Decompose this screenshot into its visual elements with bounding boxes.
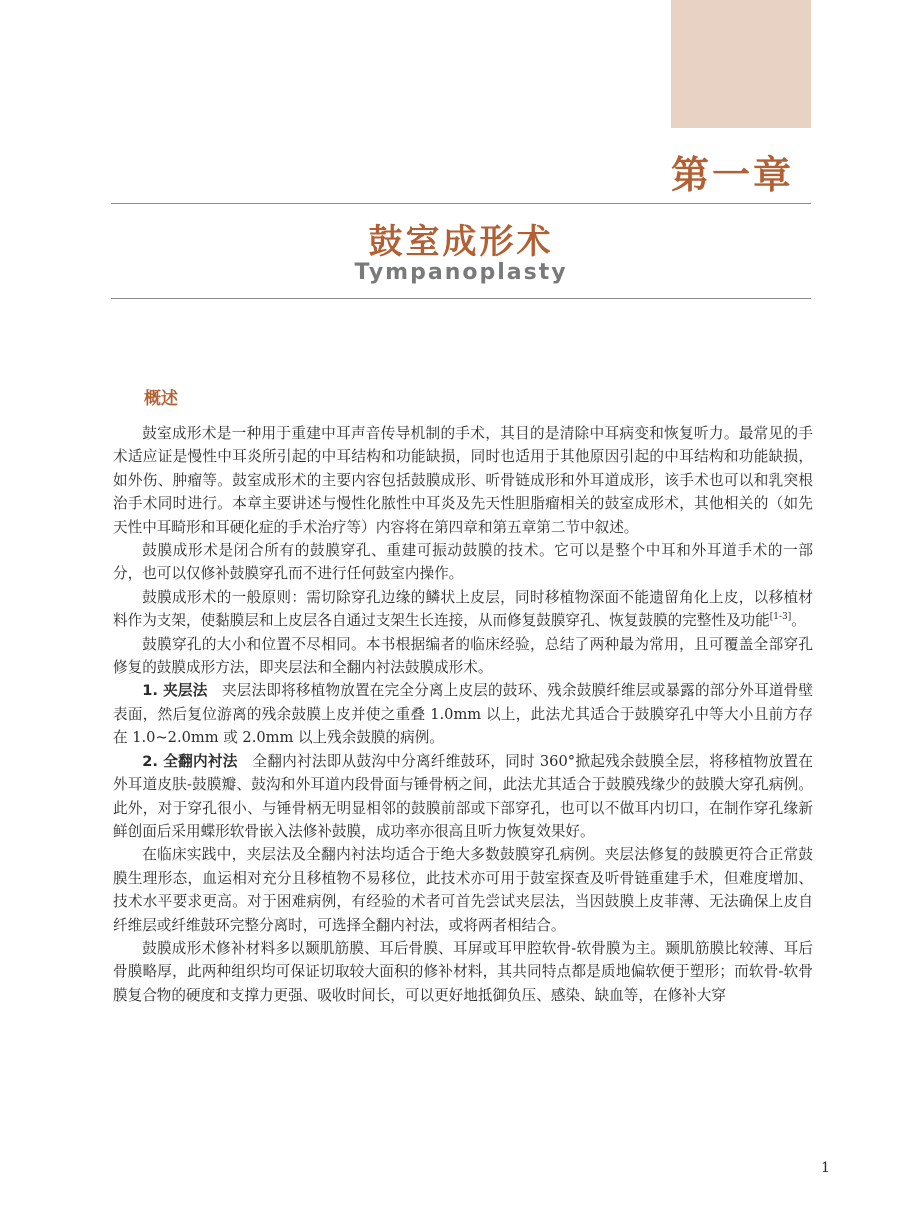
paragraph-intro: 鼓室成形术是一种用于重建中耳声音传导机制的手术，其目的是清除中耳病变和恢复听力。最常见的手术适应证是慢性中耳炎所引起的中耳结构和功能缺损，同时也适用于其他原因引起的中耳结构和功能缺损，如外伤、肿瘤等。鼓室成形术的主要内容包括鼓膜成形、听骨链成形和外耳道成形，该手术也可以和乳突根治手术同时进行。本章主要讲述与慢性化脓性中耳炎及先天性胆脂瘤相关的鼓室成形术，其他相关的（如先天性中耳畸形和耳硬化症的手术治疗等）内容将在第四章和第五章第二节中叙述。 <box>113 425 813 536</box>
chapter-label: 第一章 <box>670 153 794 197</box>
paragraph-text: 全翻内衬法即从鼓沟中分离纤维鼓环，同时 360°掀起残余鼓膜全层，将移植物放置在外耳道皮肤-鼓膜瓣、鼓沟和外耳道内段骨面与锤骨柄之间，此法尤其适合于鼓膜残缘少的鼓膜大穿孔病例。此外，对于穿孔很小、与锤骨柄无明显相邻的鼓膜前部或下部穿孔，也可以不做耳内切口，在制作穿孔缘新鲜创面后采用蝶形软骨嵌入法修补鼓膜，成功率亦很高且听力恢复效果好。 <box>113 752 814 840</box>
title-top-rule <box>111 203 811 204</box>
citation-reference: [1-3] <box>769 612 792 623</box>
paragraph-method-full-underlay <box>113 750 813 844</box>
paragraph-text: 夹层法即将移植物放置在完全分离上皮层的鼓环、残余鼓膜纤维层或暴露的部分外耳道骨壁表面，然后复位游离的残余鼓膜上皮并使之重叠 1.0mm 以上，此法尤其适合于鼓膜穿孔中等大小且前方存在 1.0~2.0mm 或 2.0mm 以上残余鼓膜的病例。 <box>113 682 813 747</box>
paragraph-general-principles <box>113 586 813 633</box>
chapter-subtitle-english: Tympanoplasty <box>354 260 568 285</box>
method-2-heading: 2. 全翻内衬法 <box>142 752 238 770</box>
title-bottom-rule <box>111 298 811 299</box>
body-text <box>113 422 813 1007</box>
paragraph-text: 鼓膜成形术的一般原则：需切除穿孔边缘的鳞状上皮层，同时移植物深面不能遗留角化上皮，以移植材料作为支架，使黏膜层和上皮层各自通过支架生长连接，从而修复鼓膜穿孔、恢复鼓膜的完整性及功能 <box>113 588 813 630</box>
paragraph-myringoplasty-definition: 鼓膜成形术是闭合所有的鼓膜穿孔、重建可振动鼓膜的技术。它可以是整个中耳和外耳道手术的一部分，也可以仅修补鼓膜穿孔而不进行任何鼓室内操作。 <box>113 542 813 583</box>
method-1-heading: 1. 夹层法 <box>142 682 208 700</box>
section-heading: 概述 <box>144 389 178 409</box>
paragraph-graft-materials: 鼓膜成形术修补材料多以颞肌筋膜、耳后骨膜、耳屏或耳甲腔软骨-软骨膜为主。颞肌筋膜比较薄、耳后骨膜略厚，此两种组织均可保证切取较大面积的修补材料，其共同特点都是质地偏软便于塑形；而软骨-软骨膜复合物的硬度和支撑力更强、吸收时间长，可以更好地抵御负压、感染、缺血等，在修补大穿 <box>113 939 813 1004</box>
paragraph-method-underlay-sandwich <box>113 679 813 749</box>
paragraph-clinical-practice: 在临床实践中，夹层法及全翻内衬法均适合于绝大多数鼓膜穿孔病例。夹层法修复的鼓膜更符合正常鼓膜生理形态，血运相对充分且移植物不易移位，此技术亦可用于鼓室探查及听骨链重建手术，但难度增加、技术水平要求更高。对于困难病例，有经验的术者可首先尝试夹层法，当因鼓膜上皮菲薄、无法确保上皮自纤维层或纤维鼓环完整分离时，可选择全翻内衬法，或将两者相结合。 <box>113 846 813 934</box>
paragraph-end-punctuation: 。 <box>791 612 806 630</box>
paragraph-two-methods: 鼓膜穿孔的大小和位置不尽相同。本书根据编者的临床经验，总结了两种最为常用，且可覆盖全部穿孔修复的鼓膜成形方法，即夹层法和全翻内衬法鼓膜成形术。 <box>113 635 813 677</box>
chapter-title: 鼓室成形术 <box>368 222 554 262</box>
page-number: 1 <box>821 1160 830 1176</box>
chapter-corner-block <box>671 0 811 128</box>
